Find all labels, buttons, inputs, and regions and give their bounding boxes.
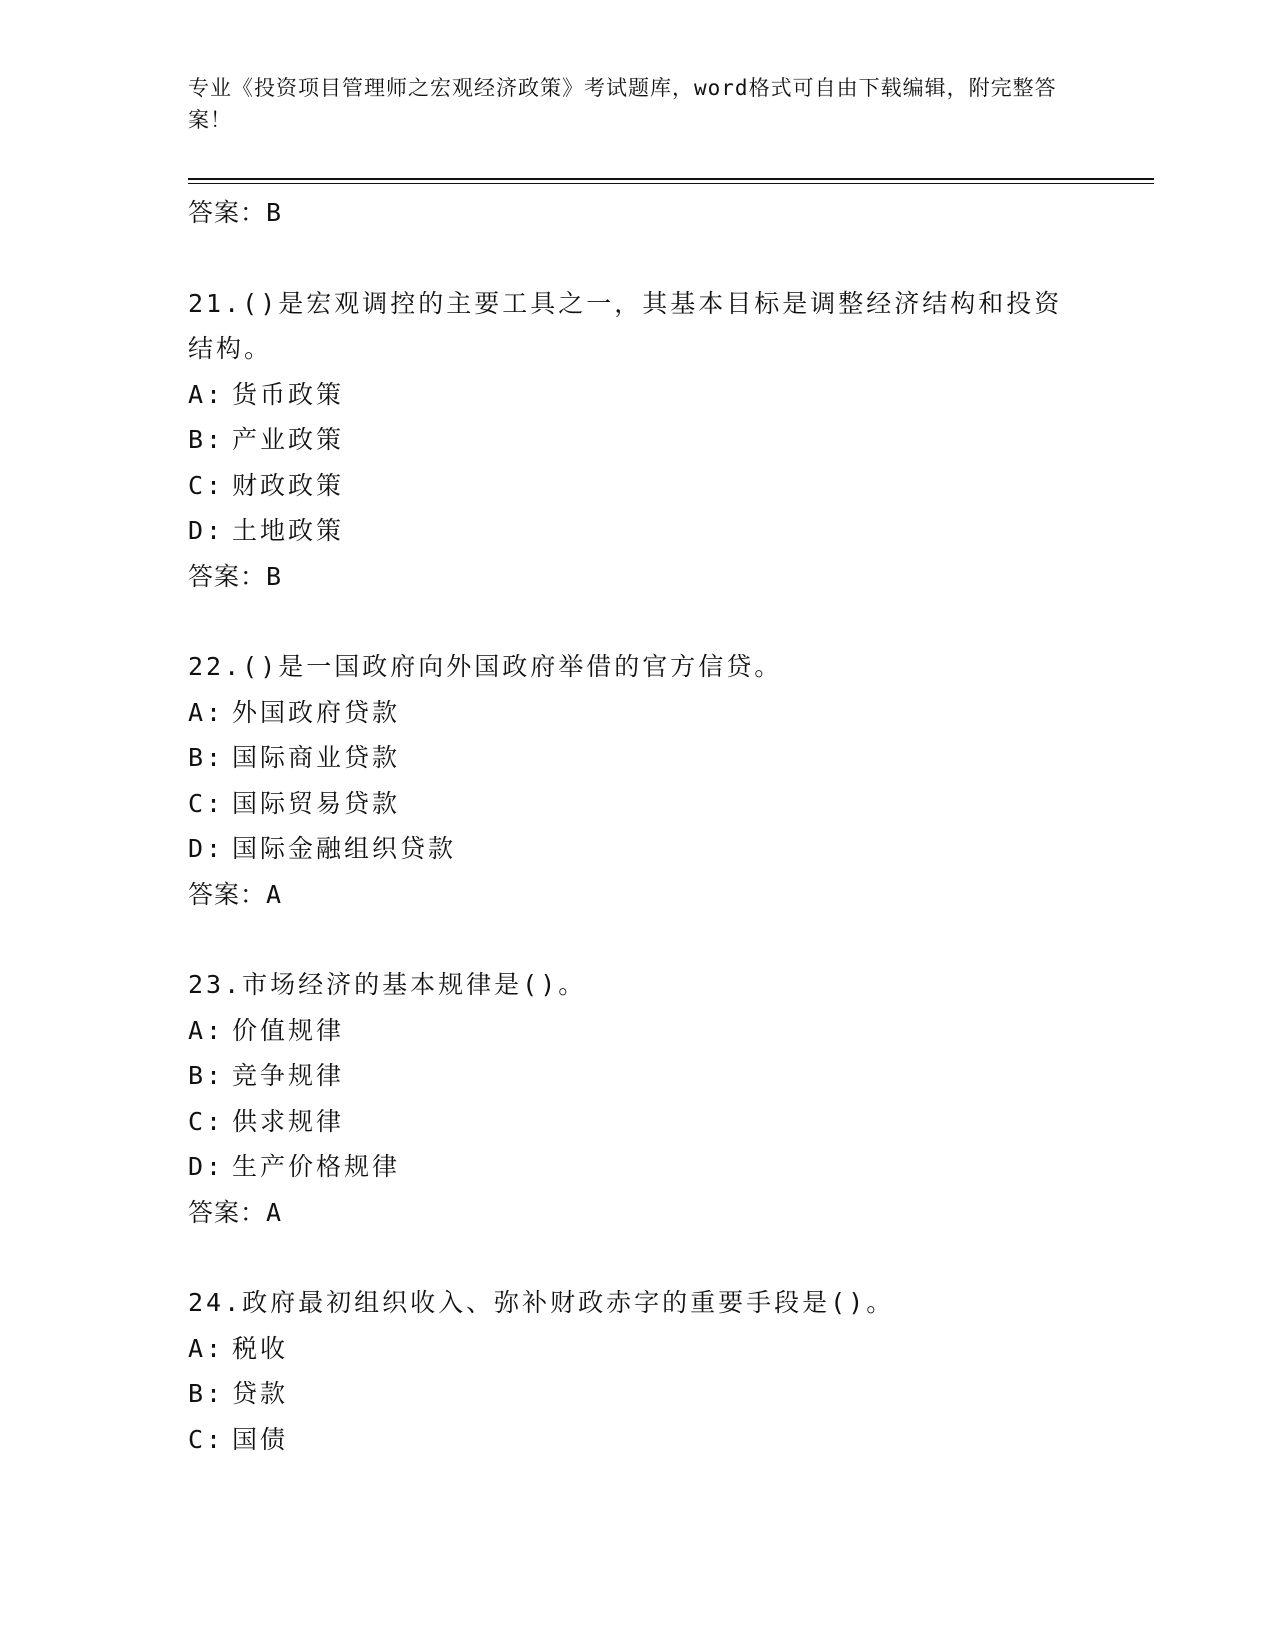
question-stem: 22.()是一国政府向外国政府举借的官方信贷。 — [188, 652, 783, 681]
option-label: C: — [188, 1424, 225, 1454]
option-a — [188, 1008, 1088, 1054]
option-a — [188, 1326, 1088, 1372]
document-header: 专业《投资项目管理师之宏观经济政策》考试题库，word格式可自由下载编辑，附完整答案！ — [188, 76, 1057, 132]
answer-label: 答案： — [188, 561, 267, 591]
question-list — [188, 190, 1088, 1462]
question-22 — [188, 644, 1088, 917]
option-text: 财政政策 — [232, 470, 345, 500]
option-label: B: — [188, 425, 225, 454]
option-text: 产业政策 — [232, 425, 345, 454]
option-b — [188, 417, 1088, 463]
option-text: 货币政策 — [232, 379, 345, 409]
option-text: 国际金融组织贷款 — [232, 834, 457, 863]
answer-line — [188, 554, 1088, 600]
answer-label: 答案： — [188, 198, 267, 227]
option-label: C: — [188, 470, 225, 500]
answer-value: A — [266, 879, 283, 909]
header-divider-thin — [188, 183, 1154, 184]
option-label: C: — [188, 1106, 225, 1136]
option-label: A: — [188, 379, 225, 409]
option-label: B: — [188, 1061, 225, 1090]
answer-line — [188, 872, 1088, 918]
option-text: 国债 — [232, 1424, 289, 1454]
option-text: 价值规律 — [232, 1015, 345, 1045]
option-label: A: — [188, 1015, 225, 1045]
header-divider-thick — [188, 178, 1154, 180]
option-text: 贷款 — [232, 1379, 289, 1408]
option-label: D: — [188, 834, 225, 863]
option-label: A: — [188, 697, 225, 727]
answer-label: 答案： — [188, 879, 267, 909]
option-text: 竞争规律 — [232, 1061, 345, 1090]
question-21 — [188, 281, 1088, 600]
question-24 — [188, 1280, 1088, 1462]
answer-line — [188, 1190, 1088, 1236]
option-c — [188, 463, 1088, 509]
option-label: B: — [188, 1379, 225, 1408]
option-d — [188, 508, 1088, 554]
option-text: 税收 — [232, 1333, 289, 1363]
answer-line — [188, 190, 1088, 236]
option-label: A: — [188, 1333, 225, 1363]
question-stem: 21.()是宏观调控的主要工具之一，其基本目标是调整经济结构和投资结构。 — [188, 288, 1063, 363]
option-b — [188, 1371, 1088, 1417]
question-stem: 24.政府最初组织收入、弥补财政赤字的重要手段是()。 — [188, 1288, 895, 1317]
option-text: 外国政府贷款 — [232, 697, 401, 727]
option-label: C: — [188, 788, 225, 818]
option-label: B: — [188, 743, 225, 772]
option-label: D: — [188, 516, 225, 545]
option-a — [188, 690, 1088, 736]
option-d — [188, 826, 1088, 872]
option-text: 供求规律 — [232, 1106, 345, 1136]
option-c — [188, 1099, 1088, 1145]
option-c — [188, 781, 1088, 827]
question-23 — [188, 962, 1088, 1235]
answer-label: 答案： — [188, 1197, 267, 1227]
answer-value: B — [266, 198, 283, 227]
answer-value: B — [266, 561, 283, 591]
question-stem: 23.市场经济的基本规律是()。 — [188, 970, 587, 999]
option-text: 国际商业贷款 — [232, 743, 401, 772]
answer-value: A — [266, 1197, 283, 1227]
option-b — [188, 735, 1088, 781]
option-a — [188, 372, 1088, 418]
option-label: D: — [188, 1152, 225, 1181]
option-text: 土地政策 — [232, 516, 345, 545]
option-d — [188, 1144, 1088, 1190]
option-b — [188, 1053, 1088, 1099]
option-c — [188, 1417, 1088, 1463]
option-text: 生产价格规律 — [232, 1152, 401, 1181]
option-text: 国际贸易贷款 — [232, 788, 401, 818]
